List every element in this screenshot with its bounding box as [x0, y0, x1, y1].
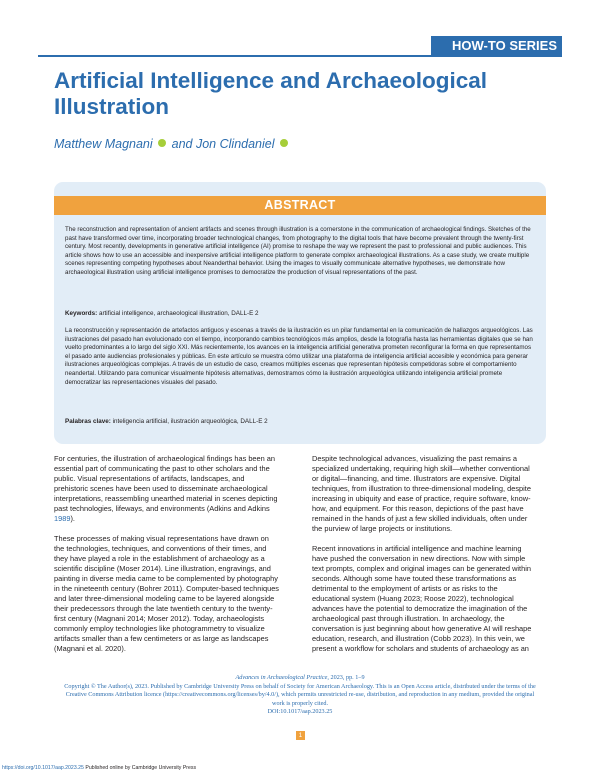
abstract-keywords: [65, 310, 535, 319]
series-banner: [431, 36, 562, 55]
abstract-heading: ABSTRACT: [54, 196, 546, 215]
journal-name: Advances in Archaeological Practice: [235, 674, 328, 681]
orcid-icon[interactable]: [280, 139, 288, 147]
author-name[interactable]: Matthew Magnani: [54, 137, 153, 151]
journal-pages: , 2023, pp. 1–9: [327, 674, 365, 681]
published-online: Published online by Cambridge University Press: [83, 765, 197, 771]
orcid-icon[interactable]: [158, 139, 166, 147]
palabras-value: inteligencia artificial, ilustración arqueológica, DALL-E 2: [112, 418, 268, 425]
doi-link[interactable]: https://doi.org/10.1017/aap.2023.25: [2, 765, 84, 771]
abstract-spanish: La reconstrucción y representación de artefactos antiguos y escenas a través de la ilustración es un pilar fundamental en la comunicación de hallazgos arqueológicos. Las ilustraciones del pasado han evolucionado con el tiempo, incorporando cambios tecnológicos más amplios, desde la fotografía hasta las herramientas digitales que se han vuelto predominantes a lo largo del siglo XXI. Más recientemente, los avances en la inteligencia artificial generativa prometen reconfigurar la forma en que representamos el pasado ante audiencias profesionales y públicas. En este artículo se muestra cómo utilizar una plataforma de inteligencia artificial accesible y económica para generar ilustraciones arqueológicas complejas. A través de un estudio de caso, creamos múltiples escenas que representan hipótesis competidoras sobre el comportamiento neandertal. Utilizando para comunicar visualmente hipótesis alternativas, demostramos cómo la ilustración arqueológica utilizando inteligencia artificial promete democratizar las representaciones visuales del pasado.: [65, 327, 533, 386]
author-name[interactable]: Jon Clindaniel: [195, 137, 275, 151]
author-conjunction: and: [171, 137, 193, 151]
keywords-label: Keywords:: [65, 310, 98, 317]
body-column-right: [312, 454, 537, 664]
page-number: 1: [296, 731, 305, 740]
body-paragraph: Despite technological advances, visualizing the past remains a specialized undertaking, requiring high skill—whether conventional or digital—financing, and time. Illustrators are expensive. Digital techniques, from illustration to three-dimensional modeling, despite increasing in ubiquity and ease of practice, require software, know-how, and equipment. For this reason, depictions of the past have remained in the hands of just a few skilled individuals, often under the purview of large projects or institutions.: [312, 454, 531, 533]
article-title: Artificial Intelligence and Archaeological Illustration: [54, 68, 488, 119]
citation-link[interactable]: 1989: [54, 514, 71, 523]
journal-citation: [62, 674, 538, 683]
article-doi[interactable]: DOI:10.1017/aap.2023.25: [267, 708, 333, 716]
paragraph-text: ).: [70, 514, 75, 523]
body-paragraph: Recent innovations in artificial intelligence and machine learning have pushed the conversation in new directions. Now with simple text prompts, complex and original images can be generated within seconds. Although some have touted these transformations as detrimental to the employment of artists or as risks to the educational system (Huang 2023; Roose 2022), technological advances have the potential to democratize the imagination of the archaeological past through illustration. In archaeology, the conversation is just beginning about how generative AI will reshape education, research, and illustration (Cobb 2023). In this vein, we present a workflow for scholars and students of archaeology as an: [312, 544, 532, 653]
palabras-label: Palabras clave:: [65, 418, 111, 425]
keywords-value: artificial intelligence, archaeological illustration, DALL-E 2: [98, 310, 259, 317]
series-rule: [38, 55, 562, 57]
body-paragraph: These processes of making visual representations have drawn on the technologies, techniques, and conventions of their times, and they have played a role in the establishment of archaeology as a scientific discipline (Moser 2014). Line illustration, engravings, and painting in diverse media came to be complemented by photography in the nineteenth century (Bohrer 2011). Computer-based techniques and later three-dimensional modeling came to be layered alongside their predecessors through the late twentieth century to the twenty-first century (Magnani 2014; Moser 2012). Today, archaeologists commonly employ technologies like photogrammetry to visualize artifacts smaller than a few centimeters or as large as landscapes (Magnani et al. 2020).: [54, 534, 280, 653]
copyright-notice: Copyright © The Author(s), 2023. Published by Cambridge University Press on behalf of Society for American Archaeology. This is an Open Access article, distributed under the terms of the Creative Commons Attribution licence (https://creativecommons.org/licenses/by/4.0/), which permits unrestricted re-use, distribution, and reproduction in any medium, provided the original work is properly cited.: [64, 682, 536, 707]
abstract-box: [54, 182, 546, 444]
journal-footer: [62, 674, 538, 717]
abstract-palabras: [65, 418, 535, 427]
body-column-left: [54, 454, 279, 664]
author-line: [54, 137, 554, 151]
bottom-doi-line: [2, 765, 302, 772]
body-paragraph: [54, 454, 279, 524]
series-label: HOW-TO SERIES: [452, 38, 557, 53]
paragraph-text: For centuries, the illustration of archaeological findings has been an essential part of communicating the past to other scholars and the public. Visual representations of artifacts, landscapes, and prehistoric scenes have been used to disseminate archaeological interpretations, reassembling unearthed material in scenes depicting past technologies, lifeways, and environments (Adkins and Adkins: [54, 454, 278, 513]
abstract-english: The reconstruction and representation of ancient artifacts and scenes through illustration is a cornerstone in the communication of archaeological findings. Sketches of the past have transformed over time, incorporating broader technological changes, from photography to the digital tools that have become prevalent through the twenty-first century. Most recently, developments in generative artificial intelligence (AI) promise to reshape the way we represent the past to professional and public audiences. This article shows how to use an accessible and inexpensive artificial intelligence platform to generate complex archaeological illustrations. As a case study, we create multiple scenes representing competing hypotheses about Neanderthal behavior. Using the images to visually communicate alternative hypotheses, we demonstrate how archaeological illustration using artificial intelligence promises to democratize the production of visual representations of the past.: [65, 226, 531, 276]
